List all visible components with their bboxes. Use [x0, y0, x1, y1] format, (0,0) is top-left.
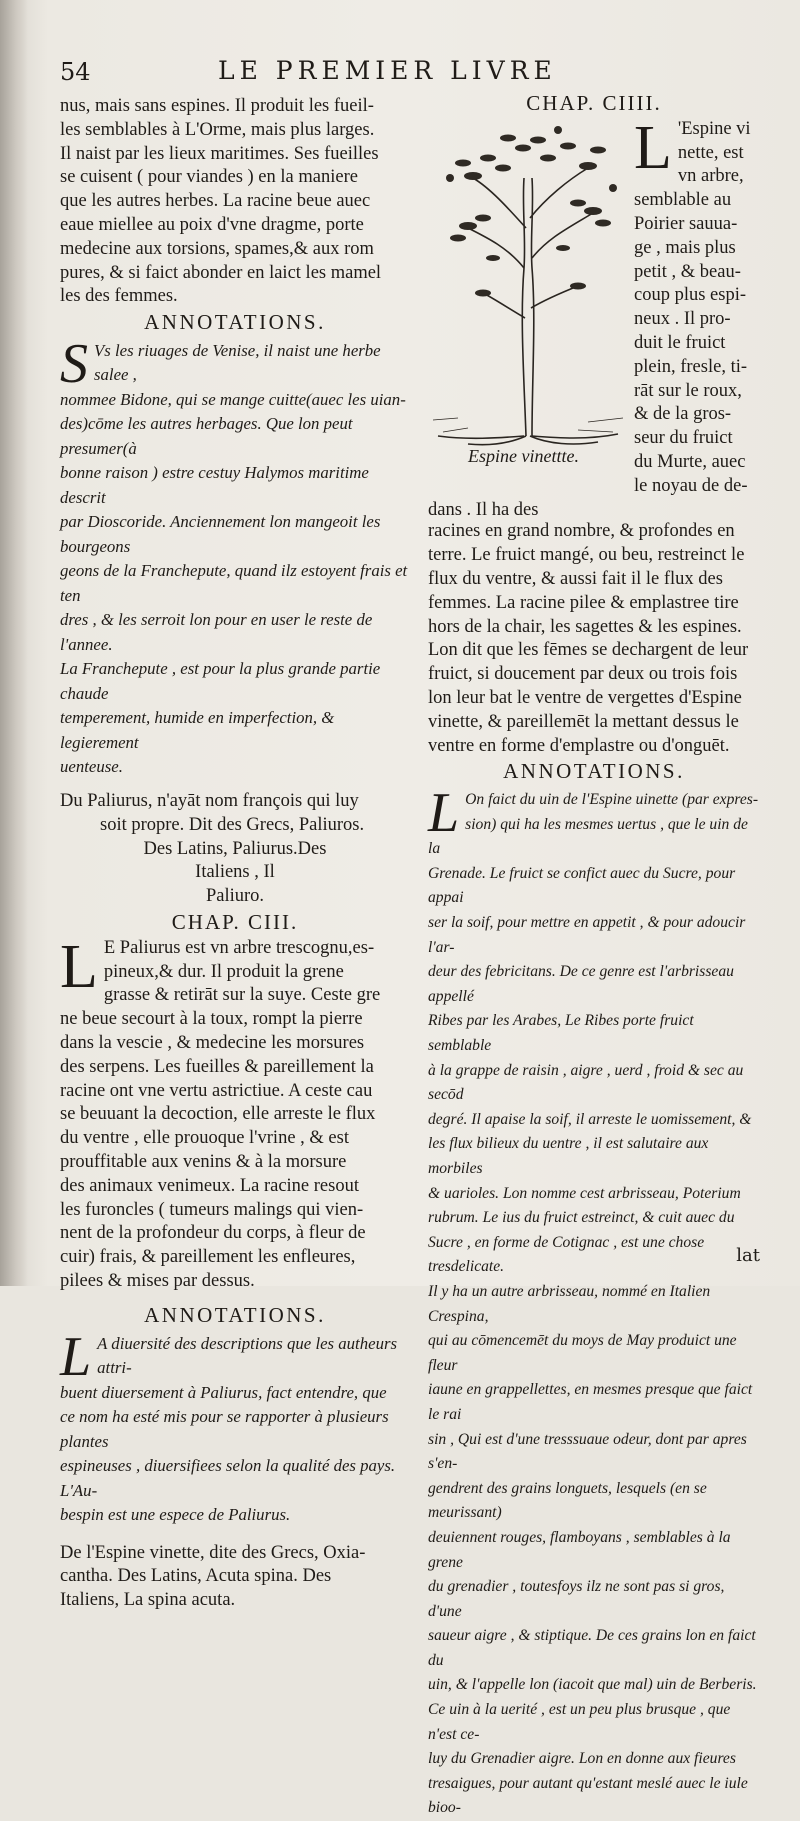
text-line: saueur aigre , & stiptique. De ces grains lon en faict du [428, 1627, 756, 1669]
text-line: se cuisent ( pour viandes ) en la maniere [60, 167, 358, 188]
annotations-heading: ANNOTATIONS. [144, 310, 326, 335]
next-chapter-title [60, 1542, 410, 1613]
chapter-text [60, 932, 410, 1294]
page-header [60, 52, 600, 86]
title-line: Du Paliurus, n'ayāt nom françois qui luy [60, 790, 359, 811]
text-line: La Francheputе , est pour la plus grande partie chaude [60, 659, 381, 703]
text-line: des serpens. Les fueilles & pareillement la [60, 1056, 374, 1077]
text-line: Vs les riuages de Venise, il naist une herbe salee , [94, 340, 381, 385]
chapter-heading: CHAP. CIII. [171, 909, 299, 934]
text-line: racines en grand nombre, & profondes en [428, 521, 735, 542]
drop-cap: L [60, 1325, 92, 1388]
text-line: coup plus espi- [634, 285, 747, 306]
woodcut-illustration [428, 118, 628, 478]
text-line: femmes. La racine pilee & emplastree tire [428, 592, 739, 613]
text-line: ventre en forme d'emplastre ou d'onguēt. [428, 735, 730, 756]
text-line: que les autres herbes. La racine beue auec [60, 191, 371, 212]
text-line: Grenade. Le fruict se confict auec du Sucre, pour appai [428, 864, 736, 907]
text-line: bonne raison ) estre cestuy Halymos maritime descrit [60, 463, 369, 507]
title-line: cantha. Des Latins, Acuta spina. Des [60, 1566, 332, 1587]
annotations-text [428, 782, 760, 1821]
text-line: les semblables à L'Orme, mais plus larges. [60, 119, 375, 140]
text-line: prouffitable aux venins & à la morsure [60, 1151, 347, 1172]
text-line: deur des febricitans. De ce genre est l'arbrisseau appellé [428, 963, 734, 1005]
text-line: du ventre , elle prouoque l'vrine , & est [60, 1128, 349, 1149]
text-line: racine ont vne vertu astrictiue. A ceste cau [60, 1080, 373, 1101]
text-line: dans . Il ha des [428, 499, 539, 520]
page-gutter-shadow [0, 0, 28, 1286]
text-line: petit , & beau- [634, 261, 741, 282]
text-line: temperement, humide en imperfection, & legierement [60, 708, 335, 752]
text-line: lon leur bat le ventre de vergettes d'Espine [428, 687, 742, 708]
title-line: Paliuro. [205, 886, 265, 907]
text-line: semblable au [634, 190, 732, 211]
left-column [60, 95, 410, 1613]
title-line: Italiens, La spina acuta. [60, 1590, 236, 1611]
text-line: deuiennent rouges, flamboyans , semblables à la grene [428, 1528, 731, 1571]
text-line: nette, est [677, 142, 744, 163]
text-line: 'Espine vi [677, 118, 751, 139]
text-line: fruict, si doucement par deux ou trois fois [428, 664, 738, 685]
text-line: rāt sur le roux, [634, 380, 742, 401]
title-line: De l'Espine vinette, dite des Grecs, Oxia- [60, 1542, 366, 1563]
text-line: sion) qui ha les mesmes uertus , que le uin de la [428, 815, 748, 858]
text-line: gendrent des grains longuets, lesquels (en se meurissant) [428, 1479, 707, 1522]
text-line: hors de la chair, les sagettes & les espines. [428, 616, 742, 637]
text-line: uin, & l'appelle lon (iacoit que mal) uin de Berberis. [428, 1676, 757, 1694]
right-column [428, 90, 760, 1821]
text-line: Il naist par les lieux maritimes. Ses fueilles [60, 143, 379, 164]
text-line: eaue miellee au poix d'vne dragme, porte [60, 214, 364, 235]
drop-cap: L [60, 932, 98, 1001]
annotations-heading: ANNOTATIONS. [503, 759, 685, 784]
continuation-text [60, 95, 410, 309]
text-line: degré. Il apaise la soif, il arreste le uomissement, & [428, 1110, 752, 1128]
text-line: rubrum. Le ius du fruict estreinct, & cuit auec du [428, 1209, 735, 1227]
title-line: Italiens , Il [195, 862, 275, 883]
catchword: lat [736, 1245, 760, 1266]
text-line: plein, fresle, ti- [634, 356, 748, 377]
text-line: Lon dit que les fēmes se dechargent de leur [428, 640, 749, 661]
running-title: LE PREMIER LIVRE [218, 56, 557, 85]
text-line: du grenadier , toutesfoys ilz ne sont pas si gros, d'une [428, 1578, 725, 1620]
annotations-text [60, 1325, 410, 1528]
text-line: nus, mais sans espines. Il produit les fueil- [60, 96, 374, 116]
text-line: flux du ventre, & aussi fait il le flux des [428, 568, 723, 589]
text-line: uenteuse. [60, 757, 123, 777]
figure-caption: Espine vinettte. [468, 445, 579, 466]
text-line: par Dioscoride. Anciennement lon mangeoit les bourgeons [60, 512, 381, 556]
text-line: seur du fruict [634, 428, 733, 449]
annotations-text [60, 332, 410, 780]
text-line: nommee Bidone, qui se mange cuitte(auec les uian- [60, 389, 406, 409]
annotations-heading: ANNOTATIONS. [144, 1302, 326, 1327]
text-line: & de la gros- [634, 404, 732, 425]
drop-cap: S [60, 332, 88, 395]
text-line: ne beue secourt à la toux, rompt la pierre [60, 1009, 363, 1030]
text-line: & uarioles. Lon nomme cest arbrisseau, Poterium [428, 1184, 741, 1202]
text-line: vinette, & pareillemēt la mettant dessus le [428, 711, 739, 732]
text-line: les flux bilieux du uentre , il est salutaire aux morbiles [428, 1135, 709, 1178]
text-line: sin , Qui est d'une tresssuaue odeur, dont par apres s'en- [428, 1430, 747, 1473]
text-line: Poirier sauua- [634, 213, 738, 234]
text-line: du Murte, auec [634, 451, 746, 472]
drop-cap: L [428, 782, 460, 845]
text-line: On faict du uin de l'Espine uinette (par expres- [465, 791, 759, 809]
text-line: ce nom ha esté mis pour se rapporter à plusieurs plantes [60, 1407, 389, 1451]
text-line: ser la soif, pour mettre en appetit , & pour adoucir l'ar- [428, 914, 746, 956]
text-line: grasse & retirāt sur la suye. Ceste gre [103, 985, 381, 1006]
text-line: cuir) frais, & pareillement les enfleures, [60, 1247, 356, 1268]
text-line: Ce uin à la uerité , est un peu plus brusque , que n'est ce- [428, 1701, 731, 1743]
text-line: A diuersité des descriptions que les autheurs attri- [97, 1333, 398, 1377]
text-line: les des femmes. [60, 286, 178, 307]
text-line: geons de la Francheputе, quand ilz estoyent frais et ten [60, 561, 408, 605]
text-line: Sucre , en forme de Cotignac , est une chose tresdelicate. [428, 1233, 705, 1276]
text-line: dres , & les serroit lon pour en user le reste de l'annee. [60, 610, 373, 654]
text-line: dans la vescie , & medecine les morsures [60, 1032, 365, 1053]
text-line: nent de la profondeur du corps, à fleur de [60, 1223, 366, 1244]
text-line: medecine aux torsions, spames,& aux rom [60, 238, 374, 259]
page-number: 54 [60, 58, 91, 86]
title-line: soit propre. Dit des Grecs, Paliuros. [100, 814, 365, 835]
barberry-tree-icon [428, 118, 628, 448]
text-line: des)cōme les autres herbages. Que lon peut presumer(à [60, 414, 353, 458]
text-line: duit le fruict [634, 332, 726, 353]
text-line: à la grappe de raisin , aigre , uerd , froid & sec au secōd [428, 1061, 744, 1104]
text-line: tresaigues, pour autant qu'estant meslé auec le iule bioo- [428, 1774, 748, 1817]
text-line: Ribes par les Arabes, Le Ribes porte fruict semblable [428, 1012, 694, 1055]
chapter-text-full [428, 520, 760, 758]
drop-cap: L [634, 113, 672, 182]
text-line: buent diuersement à Paliurus, fact entendre, que [60, 1382, 387, 1402]
text-line: pilees & mises par dessus. [60, 1270, 255, 1291]
text-line: se beuuant la decoction, elle arreste le flux [60, 1104, 376, 1125]
text-line: E Paliurus est vn arbre trescognu,es- [103, 937, 375, 958]
text-line: pineux,& dur. Il produit la grene [103, 961, 344, 982]
text-line: des animaux venimeux. La racine resout [60, 1175, 359, 1196]
text-line: terre. Le fruict mangé, ou beu, restreinct le [428, 545, 745, 566]
text-line: vn arbre, [677, 166, 744, 187]
text-line: qui au cōmencemēt du moys de May produict une fleur [428, 1332, 737, 1374]
text-line: iaune en grappellettes, en mesmes presque que faict le rai [428, 1381, 753, 1423]
text-line: luy du Grenadier aigre. Lon en donne aux fieures [428, 1750, 736, 1768]
text-line: neux . Il pro- [634, 309, 731, 330]
text-line: bespin est une espece de Paliurus. [60, 1505, 291, 1524]
chapter-heading: CHAP. CIIII. [526, 91, 662, 115]
text-line: pures, & si faict abonder en laict les mamel [60, 262, 382, 283]
text-line: Il y ha un autre arbrisseau, nommé en Italien Crespina, [428, 1282, 711, 1325]
text-line: les furoncles ( tumeurs malings qui vien- [60, 1199, 364, 1220]
text-line: ge , mais plus [634, 237, 736, 258]
text-line: espineuses , diuersifiees selon la qualité des pays. L'Au- [60, 1456, 396, 1500]
paliurus-title [60, 790, 410, 909]
title-line: Des Latins, Paliurus.Des [143, 838, 327, 859]
text-line: le noyau de de- [634, 475, 748, 496]
